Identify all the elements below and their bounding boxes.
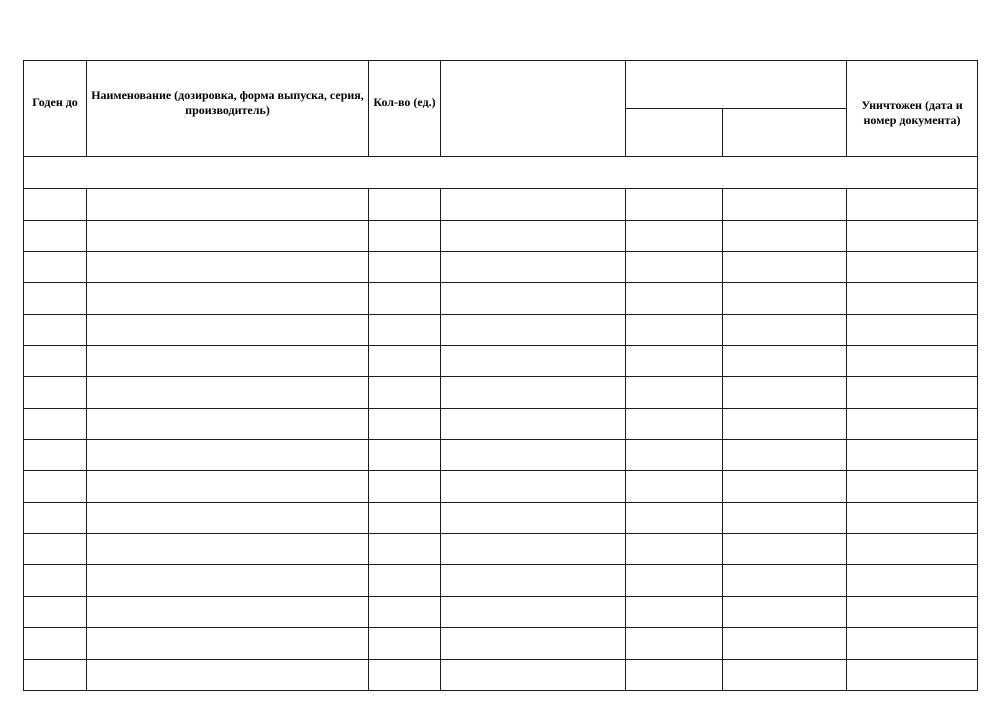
table-row [24,628,978,659]
table-cell[interactable] [369,345,441,376]
table-cell[interactable] [626,189,723,220]
table-cell[interactable] [441,189,626,220]
table-cell[interactable] [441,659,626,690]
table-cell[interactable] [626,596,723,627]
table-cell[interactable] [847,251,978,282]
table-cell[interactable] [847,534,978,565]
table-cell[interactable] [441,502,626,533]
table-cell[interactable] [369,251,441,282]
table-cell[interactable] [626,659,723,690]
table-cell[interactable] [441,534,626,565]
table-cell[interactable] [24,596,87,627]
table-cell[interactable] [87,534,369,565]
table-row [24,220,978,251]
table-cell[interactable] [723,628,847,659]
group-row [24,157,978,189]
table-cell[interactable] [87,596,369,627]
header-group-sub-2 [723,109,847,157]
table-cell[interactable] [87,408,369,439]
table-cell[interactable] [369,502,441,533]
journal-sheet [23,60,977,691]
table-cell[interactable] [441,251,626,282]
table-cell[interactable] [847,283,978,314]
table-cell[interactable] [847,471,978,502]
table-cell[interactable] [847,565,978,596]
table-row [24,659,978,690]
table-cell[interactable] [24,251,87,282]
table-cell[interactable] [847,189,978,220]
header-row-top [24,61,978,109]
table-cell[interactable] [626,565,723,596]
table-cell[interactable] [626,408,723,439]
table-cell[interactable] [626,502,723,533]
table-cell[interactable] [626,345,723,376]
table-cell[interactable] [24,659,87,690]
table-cell[interactable] [87,377,369,408]
table-cell[interactable] [723,345,847,376]
table-row [24,408,978,439]
table-cell[interactable] [723,314,847,345]
header-group [626,61,847,109]
table-cell[interactable] [369,283,441,314]
table-cell[interactable] [87,440,369,471]
table-cell[interactable] [723,565,847,596]
table-cell[interactable] [24,471,87,502]
header-expiry-label: Годен до [32,95,78,109]
header-expiry [24,61,87,157]
table-cell[interactable] [24,408,87,439]
table-cell[interactable] [847,596,978,627]
table-cell[interactable] [24,314,87,345]
table-cell[interactable] [441,565,626,596]
header-name-label: Наименование (дозировка, форма выпуска, серия, производитель) [91,87,364,117]
table-row [24,314,978,345]
table-cell[interactable] [723,659,847,690]
table-cell[interactable] [87,565,369,596]
table-cell[interactable] [847,502,978,533]
table-cell[interactable] [847,314,978,345]
table-cell[interactable] [24,502,87,533]
table-cell[interactable] [87,502,369,533]
table-cell[interactable] [24,377,87,408]
table-row [24,596,978,627]
table-cell[interactable] [369,220,441,251]
table-cell[interactable] [87,189,369,220]
table-cell[interactable] [24,345,87,376]
table-cell[interactable] [441,596,626,627]
table-row [24,283,978,314]
table-row [24,534,978,565]
table-cell[interactable] [369,596,441,627]
table-cell[interactable] [369,314,441,345]
header-name [87,61,369,157]
table-row [24,345,978,376]
table-cell[interactable] [24,283,87,314]
table-row [24,377,978,408]
table-cell[interactable] [369,408,441,439]
table-cell[interactable] [626,440,723,471]
journal-body [24,157,978,691]
table-cell[interactable] [87,628,369,659]
table-cell[interactable] [723,377,847,408]
table-cell[interactable] [24,628,87,659]
table-cell[interactable] [847,220,978,251]
table-cell[interactable] [626,314,723,345]
table-cell[interactable] [87,345,369,376]
table-cell[interactable] [847,659,978,690]
table-cell[interactable] [24,189,87,220]
table-cell[interactable] [87,314,369,345]
journal-table [23,60,978,691]
table-cell[interactable] [723,220,847,251]
table-cell[interactable] [24,440,87,471]
table-cell[interactable] [369,440,441,471]
table-cell[interactable] [626,377,723,408]
table-cell[interactable] [626,471,723,502]
group-row-cell[interactable] [24,157,978,189]
table-row [24,440,978,471]
table-cell[interactable] [441,345,626,376]
header-destroyed [847,61,978,157]
table-cell[interactable] [723,189,847,220]
table-cell[interactable] [369,377,441,408]
table-cell[interactable] [441,220,626,251]
table-cell[interactable] [24,565,87,596]
table-cell[interactable] [87,251,369,282]
table-cell[interactable] [626,251,723,282]
table-cell[interactable] [369,534,441,565]
table-cell[interactable] [441,283,626,314]
table-cell[interactable] [369,659,441,690]
table-cell[interactable] [441,440,626,471]
table-cell[interactable] [723,408,847,439]
table-cell[interactable] [723,440,847,471]
header-group-sub-1 [626,109,723,157]
table-cell[interactable] [723,596,847,627]
table-cell[interactable] [847,628,978,659]
header-destroyed-label: Уничтожен (дата и номер документа) [861,97,963,127]
table-cell[interactable] [87,283,369,314]
table-row [24,565,978,596]
table-cell[interactable] [441,628,626,659]
header-column-4 [441,61,626,157]
table-cell[interactable] [723,534,847,565]
table-cell[interactable] [369,189,441,220]
table-cell[interactable] [369,628,441,659]
table-cell[interactable] [847,408,978,439]
table-cell[interactable] [723,502,847,533]
table-cell[interactable] [847,440,978,471]
table-cell[interactable] [626,628,723,659]
table-row [24,251,978,282]
table-cell[interactable] [369,565,441,596]
table-cell[interactable] [847,345,978,376]
table-cell[interactable] [24,220,87,251]
header-quantity [369,61,441,157]
table-cell[interactable] [369,471,441,502]
table-cell[interactable] [626,283,723,314]
table-cell[interactable] [847,377,978,408]
table-cell[interactable] [441,377,626,408]
table-row [24,502,978,533]
table-cell[interactable] [87,220,369,251]
table-cell[interactable] [723,251,847,282]
table-row [24,189,978,220]
header-quantity-label: Кол-во (ед.) [373,95,436,109]
table-cell[interactable] [87,471,369,502]
table-cell[interactable] [441,471,626,502]
table-cell[interactable] [441,314,626,345]
table-cell[interactable] [24,534,87,565]
table-cell[interactable] [723,471,847,502]
table-cell[interactable] [723,283,847,314]
table-cell[interactable] [87,659,369,690]
table-row [24,471,978,502]
table-cell[interactable] [626,534,723,565]
table-cell[interactable] [626,220,723,251]
table-cell[interactable] [441,408,626,439]
